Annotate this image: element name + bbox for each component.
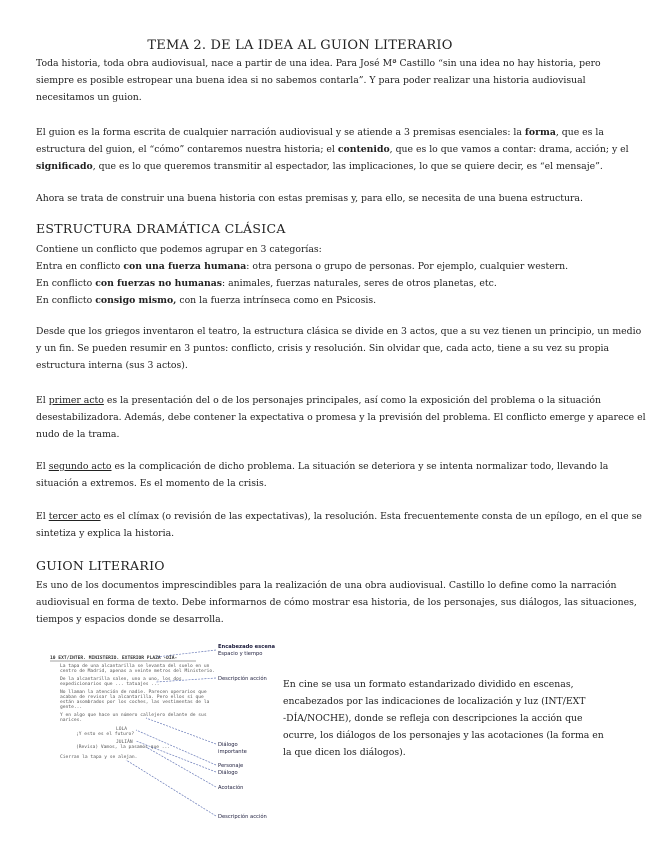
section-heading-estructura: ESTRUCTURA DRAMÁTICA CLÁSICA xyxy=(36,221,286,236)
script-line: acaban de revisar la alcantarilla. Pero ellos sí que xyxy=(60,695,204,700)
script-line: (Revisa) Vamos, la pasamos que ... xyxy=(76,745,171,750)
arrow-line xyxy=(126,760,216,816)
script-line: ¡Y esto es el futuro? xyxy=(76,732,135,737)
script-line: expedicionarios que ... tatuajes ... xyxy=(60,682,160,687)
arrow-line xyxy=(156,650,216,657)
label-encabezado: Encabezado escena xyxy=(218,644,276,650)
script-line: No llaman la atención de nadie. Parecen operarios que xyxy=(60,690,207,695)
script-scene-heading: 10 EXT/INTER. MINISTERIO. EXTERIOR PLAZA -DÍA- xyxy=(50,656,178,661)
script-character: JULIÁN xyxy=(116,740,133,745)
page-title: TEMA 2. DE LA IDEA AL GUION LITERARIO xyxy=(147,38,453,53)
guion-definition-paragraph: El guion es la forma escrita de cualquier narración audiovisual y se atiende a 3 premisas esenciales: la forma, que es la estructura del guion, el “cómo” contaremos nuestra historia; el contenido, que es lo que vamos a contar: drama, acción; y el significado, que es lo que queremos transmitir al espectador, las implicaciones, lo que se quiere decir, es “el mensaje”. xyxy=(36,127,629,172)
label-acotacion: Acotación xyxy=(218,785,244,791)
label-descripcion-accion-2: Descripción acción xyxy=(218,814,267,820)
annotation-arrows xyxy=(126,650,216,816)
label-dialogo-2: Diálogo xyxy=(218,770,238,776)
label-espacio-tiempo: Espacio y tiempo xyxy=(218,651,263,657)
label-descripcion-accion: Descripción acción xyxy=(218,676,267,682)
conflict-list: Contiene un conflicto que podemos agrupar en 3 categorías: Entra en conflicto con una fuerza humana: otra persona o grupo de personas. Por ejemplo, cualquier western. En conflicto con fuerzas no humanas: animales, fuerzas naturales, seres de otros planetas, etc. En conflicto consigo mismo, con la fuerza intrínseca como en Psicosis. xyxy=(36,244,569,306)
intro-paragraph: Toda historia, toda obra audiovisual, nace a partir de una idea. Para José Mª Castillo “sin una idea no hay historia, pero siempre es posible estropear una buena idea si no sabemos contarla”. Y para poder realizar una historia audiovisual necesitamos un guion. xyxy=(36,58,601,103)
arrow-line xyxy=(146,718,216,744)
script-line: centro de Madrid, apenas a veinte metros del Ministerio. xyxy=(60,669,215,674)
script-line: gente... xyxy=(60,705,83,710)
label-personaje: Personaje xyxy=(218,763,244,769)
script-character: LOLA xyxy=(116,727,128,732)
script-line: La tapa de una alcantarilla se levanta del suelo en un xyxy=(60,664,210,669)
primer-acto-paragraph: El primer acto es la presentación del o de los personajes principales, así como la exposición del problema o la situación desestabilizadora. Además, debe contener la expectativa o promesa y la previsión del problema. El conflicto emerge y aparece el nudo de la trama. xyxy=(36,395,646,440)
side-paragraph: En cine se usa un formato estandarizado dividido en escenas, encabezados por las indicaciones de localización y luz (INT/EXT -DÍA/NOCHE), donde se refleja con descripciones la acción que ocurre, los diálogos de los personajes y las acotaciones (la forma en la que dicen los diálogos). xyxy=(283,679,604,758)
ahora-paragraph: Ahora se trata de construir una buena historia con estas premisas y, para ello, se necesita de una buena estructura. xyxy=(36,193,583,204)
script-line: narices. xyxy=(60,718,83,723)
script-line: están asombrados por los coches, las vestimentas de la xyxy=(60,700,210,705)
guion-literario-paragraph: Es uno de los documentos imprescindibles para la realización de una obra audiovisual. Castillo lo define como la narración audiovisual en forma de texto. Debe informarnos de cómo mostrar esa historia, de los personajes, sus diálogos, las situaciones, tiempos y espacios donde se desarrolla. xyxy=(36,580,637,625)
arrow-line xyxy=(146,747,216,787)
script-line: Cierran la tapa y se alejan. xyxy=(60,755,138,760)
script-line: De la alcantarilla salen, uno a uno, los dos xyxy=(60,677,182,682)
griegos-paragraph: Desde que los griegos inventaron el teatro, la estructura clásica se divide en 3 actos, que a su vez tienen un principio, un medio y un fin. Se pueden resumir en 3 puntos: conflicto, crisis y resolución. Sin olvidar que, cada acto, tiene a su vez su propia estructura interna (sus 3 actos). xyxy=(36,326,642,371)
script-line: Y en algo que hace un número callejero delante de sus xyxy=(60,713,207,718)
label-dialogo: Diálogo xyxy=(218,742,238,748)
segundo-acto-paragraph: El segundo acto es la complicación de dicho problema. La situación se deteriora y se intenta normalizar todo, llevando la situación a extremos. Es el momento de la crisis. xyxy=(36,461,609,489)
script-format-figure xyxy=(36,640,306,825)
label-importante: importante xyxy=(218,749,247,755)
tercer-acto-paragraph: El tercer acto es el clímax (o revisión de las expectativas), la resolución. Esta frecuentemente consta de un epílogo, en el que se sintetiza y explica la historia. xyxy=(36,511,642,539)
section-heading-guion-literario: GUION LITERARIO xyxy=(36,558,165,573)
